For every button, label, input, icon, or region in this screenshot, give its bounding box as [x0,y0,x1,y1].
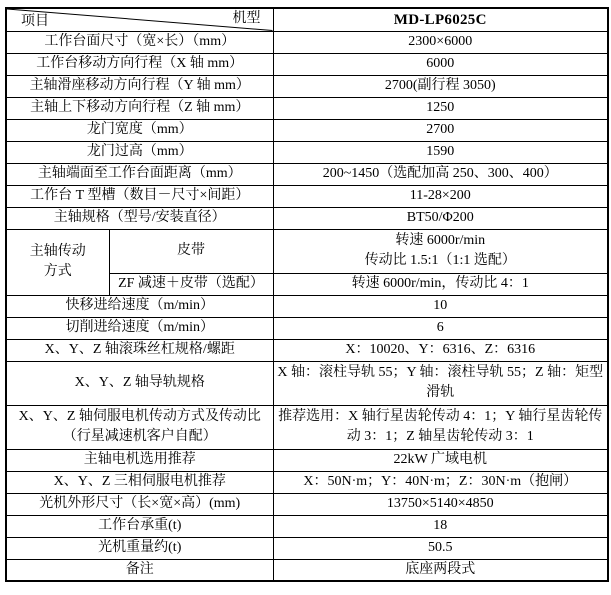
row-label: X、Y、Z 轴滚珠丝杠规格/螺距 [6,339,273,361]
row-value: X：10020、Y：6316、Z：6316 [273,339,608,361]
row-value: 6 [273,317,608,339]
table-row [6,471,608,493]
table-row [6,207,608,229]
transmission-group-label-line1: 主轴传动 [29,244,86,259]
table-row [6,31,608,53]
row-value: 1250 [273,97,608,119]
row-value: 13750×5140×4850 [273,493,608,515]
table-row [6,163,608,185]
transmission-zf-label: ZF 减速＋皮带（选配） [109,273,273,295]
row-label: 切削进给速度（m/min） [6,317,273,339]
table-row [6,119,608,141]
row-value: 2700(副行程 3050) [273,75,608,97]
row-value: 11-28×200 [273,185,608,207]
row-label: 工作台移动方向行程（X 轴 mm） [6,53,273,75]
row-label: X、Y、Z 轴导轨规格 [6,361,273,405]
table-row [6,339,608,361]
row-label: 工作台承重(t) [6,515,273,537]
row-label: 工作台 T 型槽（数目－尺寸×间距） [6,185,273,207]
row-label: 备注 [6,559,273,581]
row-label: 工作台面尺寸（宽×长）（mm） [6,31,273,53]
table-row [6,97,608,119]
table-row [6,141,608,163]
row-value: 10 [273,295,608,317]
table-row [6,185,608,207]
transmission-group-label [6,229,109,295]
header-row [6,8,608,31]
row-label: 主轴规格（型号/安装直径） [6,207,273,229]
servo-row-label-line1: X、Y、Z 轴伺服电机传动方式及传动比 [18,409,261,424]
table-row [6,53,608,75]
header-item-label: 项目 [21,13,49,29]
row-value: 22kW 广域电机 [273,449,608,471]
row-value: 200~1450（选配加高 250、300、400） [273,163,608,185]
row-value: 2300×6000 [273,31,608,53]
transmission-belt-label: 皮带 [109,229,273,273]
transmission-belt-row [6,229,608,273]
transmission-zf-value: 转速 6000r/min，传动比 4：1 [273,273,608,295]
table-row [6,295,608,317]
row-label: 快移进给速度（m/min） [6,295,273,317]
transmission-group-label-line2: 方式 [43,264,72,279]
row-label: 主轴上下移动方向行程（Z 轴 mm） [6,97,273,119]
row-label: 主轴端面至工作台面距离（mm） [6,163,273,185]
row-value: X：50N·m；Y：40N·m；Z：30N·m（抱闸） [273,471,608,493]
table-row [6,317,608,339]
transmission-belt-value [273,229,608,273]
row-label: 龙门宽度（mm） [6,119,273,141]
servo-row-value: 推荐选用：X 轴行星齿轮传动 4：1；Y 轴行星齿轮传动 3：1；Z 轴星齿轮传动 3：1 [273,405,608,449]
row-value: 18 [273,515,608,537]
servo-row-label [6,405,273,449]
row-label: 主轴电机选用推荐 [6,449,273,471]
servo-drive-row [6,405,608,449]
diagonal-header-cell [6,8,273,31]
row-value: BT50/Φ200 [273,207,608,229]
row-label: X、Y、Z 三相伺服电机推荐 [6,471,273,493]
servo-row-label-line2: （行星减速机客户自配） [62,429,217,444]
transmission-belt-value-line1: 转速 6000r/min [395,233,486,248]
row-value: 50.5 [273,537,608,559]
row-value: 2700 [273,119,608,141]
row-value: 6000 [273,53,608,75]
header-model-label: 机型 [232,11,261,26]
spec-table [5,7,609,582]
table-row [6,449,608,471]
table-row [6,75,608,97]
table-row [6,537,608,559]
row-label: 龙门过高（mm） [6,141,273,163]
row-value: X 轴：滚柱导轨 55；Y 轴：滚柱导轨 55；Z 轴：矩型滑轨 [273,361,608,405]
table-row [6,515,608,537]
row-value: 底座两段式 [273,559,608,581]
row-value: 1590 [273,141,608,163]
table-row [6,361,608,405]
row-label: 光机重量约(t) [6,537,273,559]
transmission-belt-value-line2: 传动比 1.5:1（1:1 选配） [364,253,516,268]
model-value: MD-LP6025C [273,8,608,31]
table-row [6,493,608,515]
table-row [6,559,608,581]
row-label: 光机外形尺寸（长×宽×高）(mm) [6,493,273,515]
row-label: 主轴滑座移动方向行程（Y 轴 mm） [6,75,273,97]
